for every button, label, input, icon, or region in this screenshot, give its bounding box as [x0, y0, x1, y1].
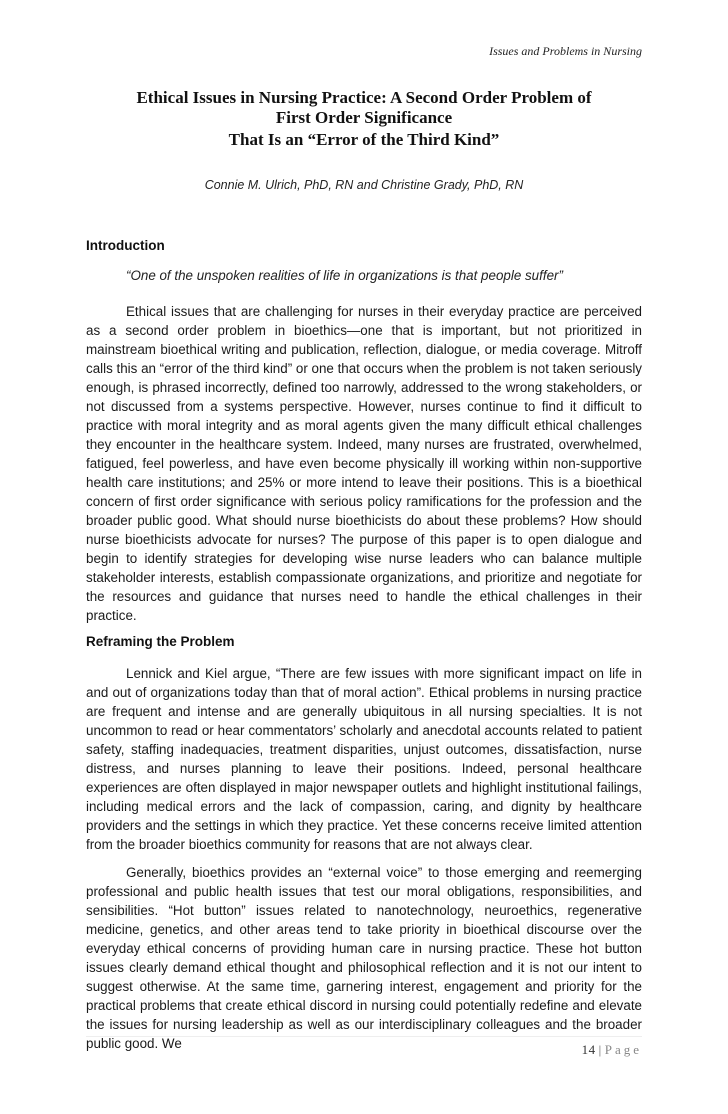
running-header: Issues and Problems in Nursing — [489, 44, 642, 58]
reframing-body — [86, 664, 642, 1053]
title-line-3: That Is an “Error of the Third Kind” — [228, 130, 500, 149]
title-line-1: Ethical Issues in Nursing Practice: A Second Order Problem of — [136, 88, 592, 107]
page-footer — [582, 1042, 642, 1058]
introduction-paragraph: Ethical issues that are challenging for nurses in their everyday practice are perceived as a second order problem in bioethics—one that is important, but not prioritized in mainstream bioethical writing and publication, reflection, dialogue, or media coverage. Mitroff calls this an “error of the third kind” or one that occurs when the problem is not taken seriously enough, is phrased incorrectly, defined too narrowly, addressed to the wrong stakeholders, or not discussed from a systems perspective. However, nurses continue to find it difficult to practice with moral integrity and as moral agents given the many difficult ethical challenges they encounter in the healthcare system. Indeed, many nurses are frustrated, overwhelmed, fatigued, feel powerless, and have even become physically ill working within non-supportive health care institutions; and 25% or more intend to leave their positions. This is a bioethical concern of first order significance with serious policy ramifications for the profession and the broader public good. What should nurse bioethicists do about these problems? How should nurse bioethicists advocate for nurses? The purpose of this paper is to open dialogue and begin to identify strategies for developing wise nurse leaders who can balance multiple stakeholder interests, establish compassionate organizations, and prioritize and negotiate for the resources and guidance that nurses need to handle the ethical challenges in their practice. — [86, 304, 642, 623]
reframing-paragraph-2: Generally, bioethics provides an “external voice” to those emerging and reemerging professional and public health issues that test our moral obligations, responsibilities, and sensibilities. “Hot button” issues related to nanotechnology, neuroethics, regenerative medicine, genetics, and other areas tend to take priority in bioethical discourse over the everyday ethical concerns of providing human care in nursing practice. These hot button issues clearly demand ethical thought and philosophical reflection and it is not our intent to suggest otherwise. At the same time, garnering interest, engagement and priority for the practical problems that create ethical discord in nursing could potentially redefine and elevate the issues for nursing leadership as well as our interdisciplinary colleagues and the broader public good. We — [86, 865, 642, 1051]
footer-separator: | — [598, 1042, 602, 1057]
page-number: 14 — [581, 1042, 596, 1057]
author-line: Connie M. Ulrich, PhD, RN and Christine Grady, PhD, RN — [204, 178, 524, 192]
page-label: Page — [604, 1042, 642, 1057]
footer-rule — [86, 1036, 642, 1037]
reframing-heading: Reframing the Problem — [86, 634, 235, 649]
epigraph-quote: “One of the unspoken realities of life in organizations is that people suffer” — [126, 268, 563, 283]
reframing-paragraph-1: Lennick and Kiel argue, “There are few issues with more significant impact on life in and out of organizations today than that of moral action”. Ethical problems in nursing practice are frequent and intense and are generally ubiquitous in all nursing specialties. It is not uncommon to read or hear commentators’ scholarly and anecdotal accounts related to patient safety, staffing inadequacies, treatment disparities, unjust outcomes, dissatisfaction, nurse distress, and nurses planning to leave their positions. Indeed, personal healthcare experiences are often displayed in major newspaper outlets and highlight institutional failings, including medical errors and the lack of compassion, caring, and dignity by healthcare providers and the settings in which they practice. Yet these concerns receive limited attention from the broader bioethics community for reasons that are not always clear. — [86, 666, 642, 852]
introduction-body — [86, 302, 642, 625]
paper-title — [86, 88, 642, 150]
introduction-heading: Introduction — [86, 238, 165, 253]
title-line-2: First Order Significance — [275, 108, 453, 127]
